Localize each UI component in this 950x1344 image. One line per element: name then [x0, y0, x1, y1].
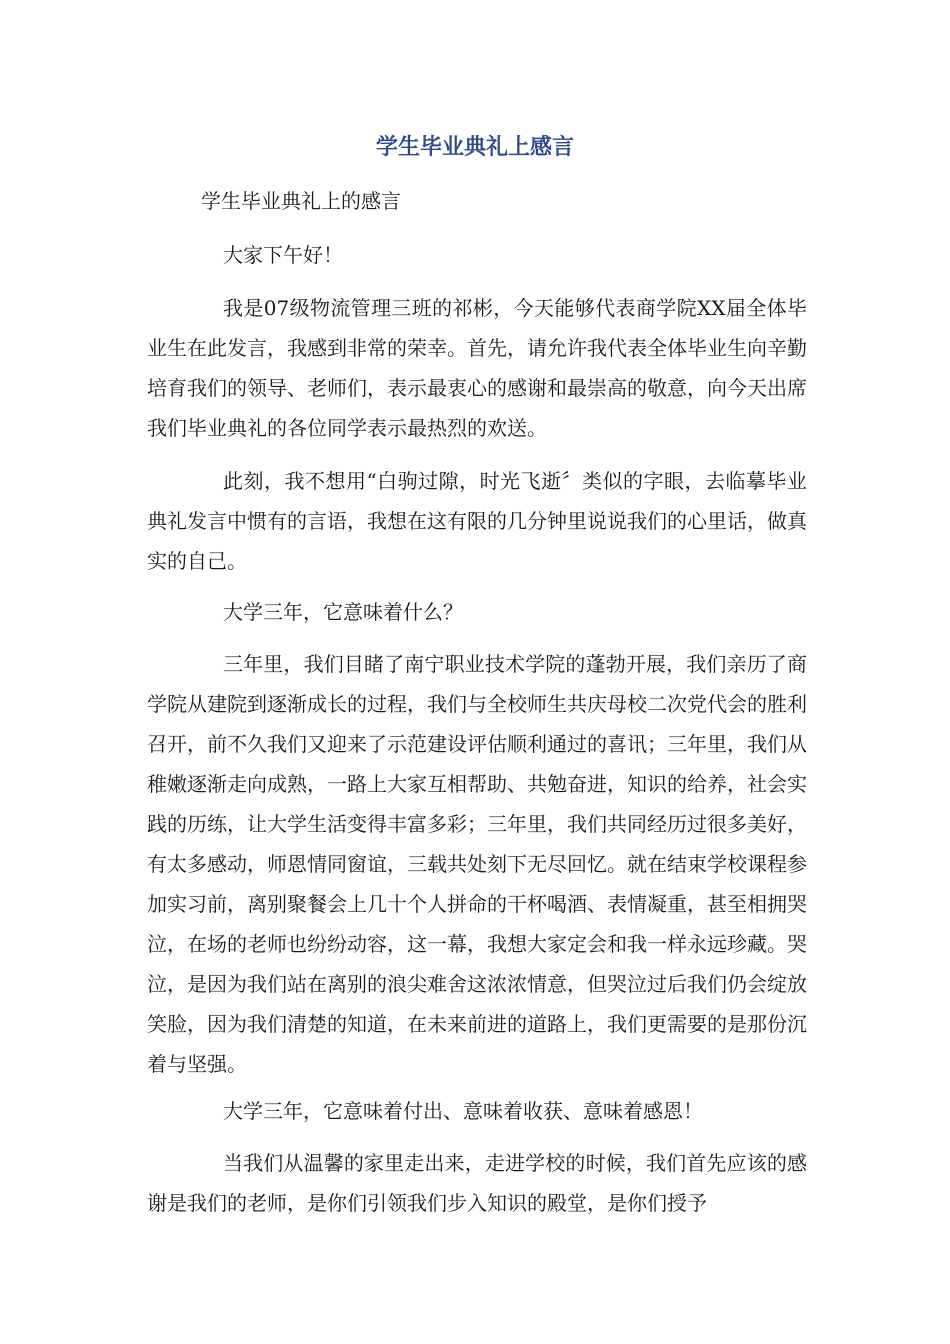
- paragraph-greeting: 大家下午好！: [223, 243, 343, 267]
- document-subtitle: 学生毕业典礼上的感言: [201, 189, 401, 213]
- paragraph-introduction: 我是07级物流管理三班的祁彬，今天能够代表商学院XX届全体毕业生在此发言，我感到非常的荣幸。首先，请允许我代表全体毕业生向辛勤培育我们的领导、老师们，表示最衷心的感谢和最崇高的敬意，向今天出席我们毕业典礼的各位同学表示最热烈的欢送。: [147, 296, 807, 440]
- paragraph-question: 大学三年，它意味着什么？: [223, 600, 463, 624]
- document-title: 学生毕业典礼上感言: [375, 135, 574, 160]
- paragraph-three-years: 三年里，我们目睹了南宁职业技术学院的蓬勃开展，我们亲历了商学院从建院到逐渐成长的过程，我们与全校师生共庆母校二次党代会的胜利召开，前不久我们又迎来了示范建设评估顺利通过的喜讯；三年里，我们从稚嫩逐渐走向成熟，一路上大家互相帮助、共勉奋进，知识的给养，社会实践的历练，让大学生活变得丰富多彩；三年里，我们共同经历过很多美好，有太多感动，师恩情同窗谊，三载共处刻下无尽回忆。就在结束学校课程参加实习前，离别聚餐会上几十个人拼命的干杯喝酒、表情凝重，甚至相拥哭泣，在场的老师也纷纷动容，这一幕，我想大家定会和我一样永远珍藏。哭泣，是因为我们站在离别的浪尖难舍这浓浓情意，但哭泣过后我们仍会绽放笑脸，因为我们清楚的知道，在未来前进的道路上，我们更需要的是那份沉着与坚强。: [147, 652, 807, 1076]
- paragraph-this-moment: 此刻，我不想用“白驹过隙，时光飞逝〞类似的字眼，去临摹毕业典礼发言中惯有的言语，我想在这有限的几分钟里说说我们的心里话，做真实的自己。: [147, 469, 807, 573]
- paragraph-meaning: 大学三年，它意味着付出、意味着收获、意味着感恩！: [223, 1099, 703, 1123]
- paragraph-gratitude: 当我们从温馨的家里走出来，走进学校的时候，我们首先应该的感谢是我们的老师，是你们引领我们步入知识的殿堂，是你们授予: [147, 1151, 807, 1215]
